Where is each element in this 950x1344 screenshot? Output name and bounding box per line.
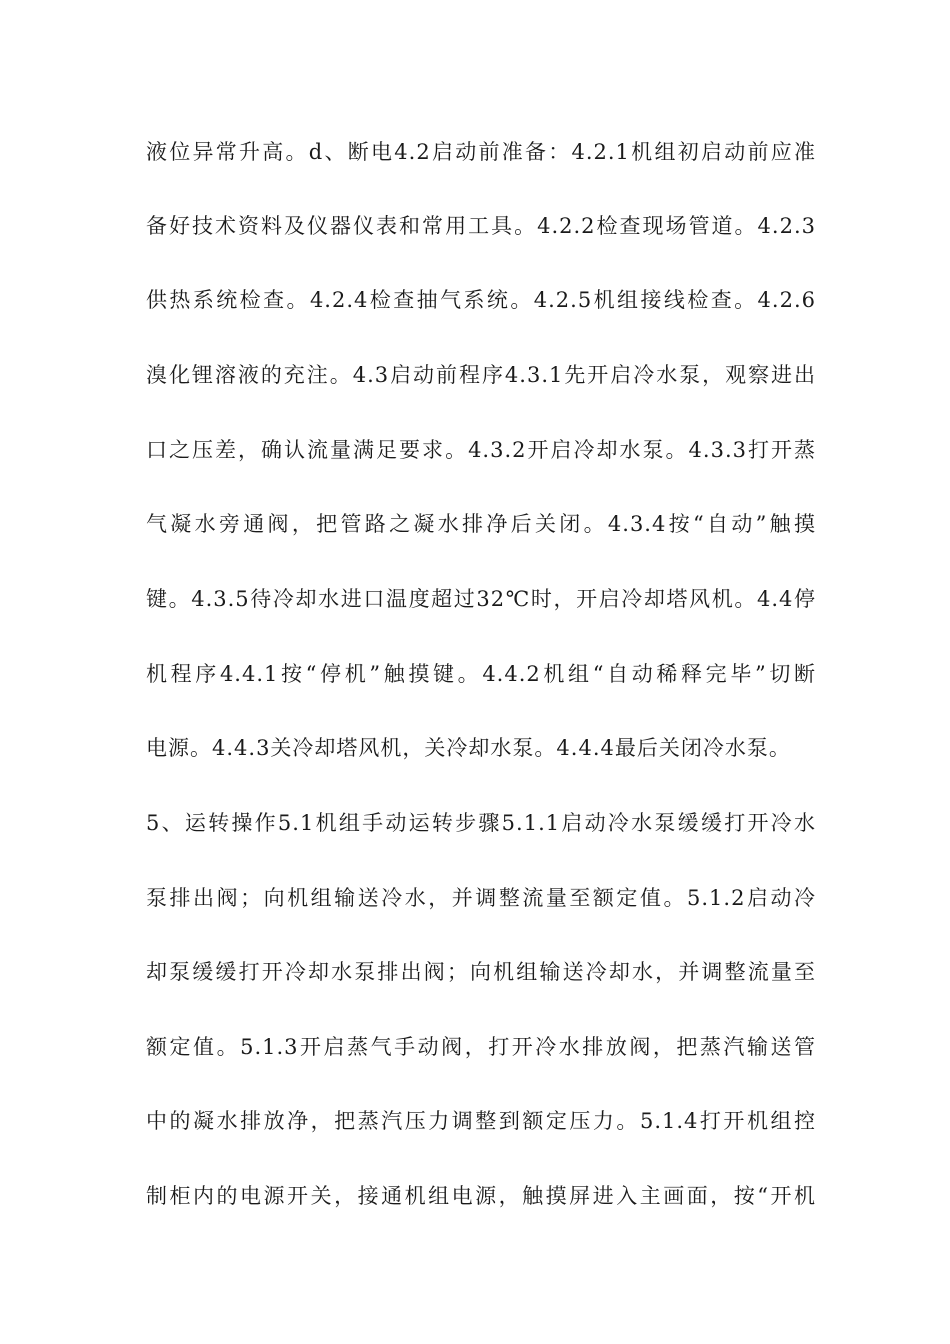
paragraph-line-3: 供热系统检查。4.2.4检查抽气系统。4.2.5机组接线检查。4.2.6 (146, 288, 816, 312)
paragraph-line-2: 备好技术资料及仪器仪表和常用工具。4.2.2检查现场管道。4.2.3 (146, 214, 816, 238)
paragraph-line-9: 电源。4.4.3关冷却塔风机，关冷却水泵。4.4.4最后关闭冷水泵。 (146, 736, 791, 760)
paragraph-line-1: 液位异常升高。d、断电4.2启动前准备：4.2.1机组初启动前应准 (146, 140, 816, 164)
paragraph-line-13: 额定值。5.1.3开启蒸气手动阀，打开冷水排放阀，把蒸汽输送管 (146, 1035, 816, 1059)
paragraph-line-10: 5、运转操作5.1机组手动运转步骤5.1.1启动冷水泵缓缓打开冷水 (146, 811, 816, 835)
paragraph-line-7: 键。4.3.5待冷却水进口温度超过32℃时，开启冷却塔风机。4.4停 (146, 587, 816, 611)
paragraph-line-5: 口之压差，确认流量满足要求。4.3.2开启冷却水泵。4.3.3打开蒸 (146, 438, 816, 462)
paragraph-line-15: 制柜内的电源开关，接通机组电源，触摸屏进入主画面，按“开机 (146, 1184, 816, 1208)
paragraph-line-11: 泵排出阀；向机组输送冷水，并调整流量至额定值。5.1.2启动冷 (146, 886, 816, 910)
paragraph-line-8: 机程序4.4.1按“停机”触摸键。4.4.2机组“自动稀释完毕”切断 (146, 662, 816, 686)
paragraph-line-12: 却泵缓缓打开冷却水泵排出阀；向机组输送冷却水，并调整流量至 (146, 960, 816, 984)
paragraph-line-4: 溴化锂溶液的充注。4.3启动前程序4.3.1先开启冷水泵，观察进出 (146, 363, 816, 387)
paragraph-line-14: 中的凝水排放净，把蒸汽压力调整到额定压力。5.1.4打开机组控 (146, 1109, 816, 1133)
paragraph-line-6: 气凝水旁通阀，把管路之凝水排净后关闭。4.3.4按“自动”触摸 (146, 512, 816, 536)
